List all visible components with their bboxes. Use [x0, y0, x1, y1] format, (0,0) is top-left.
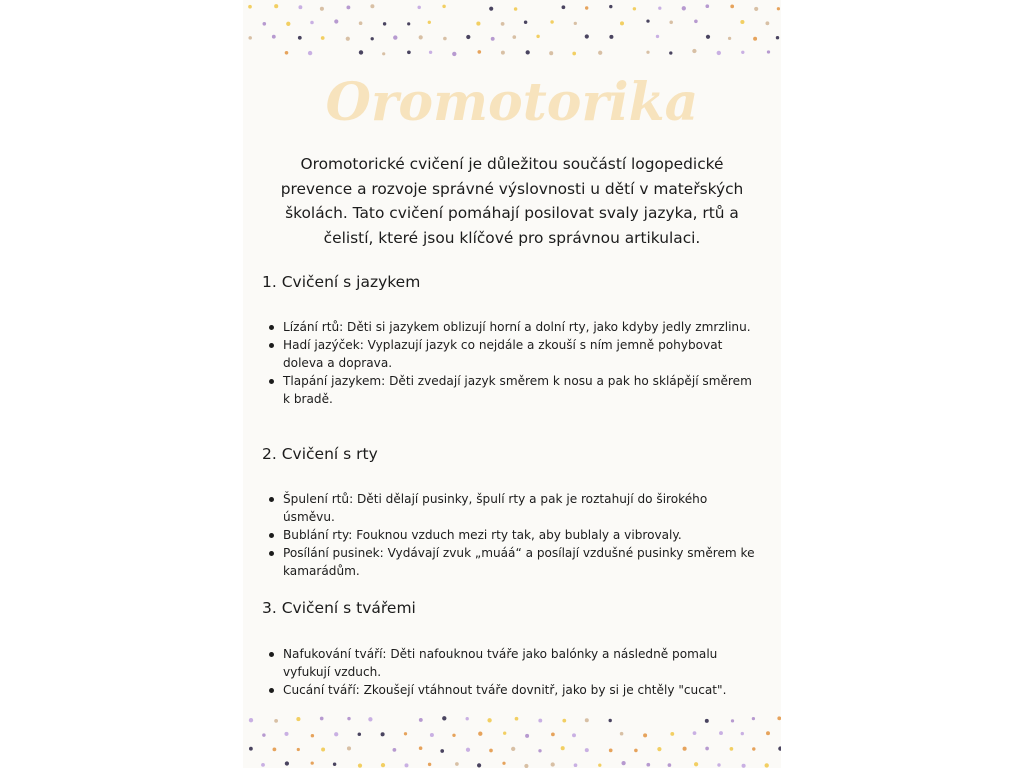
confetti-dot	[443, 37, 447, 41]
confetti-dot	[609, 5, 612, 8]
confetti-dot	[514, 7, 518, 11]
confetti-dot	[609, 35, 613, 39]
list-item: Posílání pusinek: Vydávají zvuk „muáá“ a posílají vzdušné pusinky směrem ke kamarádům.	[243, 544, 781, 580]
confetti-dot	[248, 5, 252, 9]
list-item: Tlapání jazykem: Děti zvedají jazyk směrem k nosu a pak ho sklápějí směrem k bradě.	[243, 372, 781, 408]
list-item: Lízání rtů: Děti si jazykem oblizují horní a dolní rty, jako kdyby jedly zmrzlinu.	[243, 318, 781, 336]
confetti-dot	[633, 7, 636, 10]
bullet-icon	[269, 688, 274, 693]
confetti-dot	[585, 6, 588, 9]
bullet-icon	[269, 652, 274, 657]
confetti-dot	[682, 6, 686, 10]
bullet-icon	[269, 551, 274, 556]
confetti-dot	[428, 763, 431, 766]
confetti-dot	[477, 50, 481, 54]
confetti-dot	[285, 51, 289, 55]
confetti-dot	[476, 22, 480, 26]
confetti-dot	[777, 7, 780, 10]
confetti-dot	[621, 761, 625, 765]
confetti-dot	[370, 4, 374, 8]
confetti-dot	[347, 717, 350, 720]
confetti-dot	[284, 732, 288, 736]
confetti-dot	[646, 19, 649, 22]
confetti-dot	[646, 763, 650, 767]
confetti-dot	[694, 762, 698, 766]
confetti-dot	[503, 732, 506, 735]
confetti-dot	[358, 733, 362, 737]
confetti-dot	[347, 746, 351, 750]
confetti-dot	[572, 52, 576, 56]
confetti-dot	[572, 733, 576, 737]
confetti-dot	[765, 21, 769, 25]
confetti-dot	[551, 762, 555, 766]
confetti-dot	[766, 731, 770, 735]
confetti-dot	[643, 733, 647, 737]
confetti-dot	[417, 6, 420, 9]
confetti-dot	[574, 22, 577, 25]
document-page	[243, 0, 781, 768]
confetti-dot	[754, 7, 758, 11]
confetti-dot	[249, 747, 253, 751]
confetti-dot	[346, 5, 350, 9]
confetti-dot	[310, 21, 314, 25]
confetti-dot	[574, 763, 578, 767]
confetti-dot	[297, 748, 300, 751]
list-item: Hadí jazýček: Vyplazují jazyk co nejdále a zkouší s ním jemně pohybovat doleva a doprava.	[243, 336, 781, 372]
confetti-dot	[706, 35, 710, 39]
list-item: Bublání rty: Fouknou vzduch mezi rty tak, aby bublaly a vibrovaly.	[243, 526, 781, 544]
confetti-dot	[466, 748, 470, 752]
confetti-dot	[419, 746, 423, 750]
bullet-list-tongue	[243, 318, 781, 408]
confetti-dot	[694, 20, 698, 24]
confetti-dot	[562, 5, 566, 9]
confetti-dot	[440, 749, 444, 753]
confetti-dot	[452, 52, 456, 56]
confetti-dot	[730, 5, 734, 9]
confetti-dot	[296, 717, 300, 721]
confetti-dot	[730, 747, 734, 751]
confetti-dot	[742, 764, 746, 768]
list-item: Cucání tváří: Zkoušejí vtáhnout tváře dovnitř, jako by si je chtěly "cucat".	[243, 681, 781, 699]
confetti-dot	[683, 747, 687, 751]
confetti-dot	[477, 763, 481, 767]
confetti-dot	[538, 719, 542, 723]
confetti-dot	[478, 732, 482, 736]
confetti-dot	[405, 763, 409, 767]
confetti-dot	[407, 50, 411, 54]
confetti-dots-bottom	[243, 708, 781, 768]
confetti-dot	[502, 762, 505, 765]
bullet-icon	[269, 325, 274, 330]
confetti-dot	[515, 717, 519, 721]
confetti-dot	[549, 51, 553, 55]
confetti-dot	[511, 747, 515, 751]
confetti-dot	[442, 5, 445, 8]
confetti-dot	[274, 719, 278, 723]
confetti-dot	[670, 732, 674, 736]
confetti-dot	[346, 37, 350, 41]
confetti-dot	[430, 733, 434, 737]
confetti-dot	[731, 719, 734, 722]
confetti-dot	[526, 50, 530, 54]
confetti-dot	[767, 50, 770, 53]
confetti-dot	[777, 716, 781, 720]
confetti-dot	[501, 22, 505, 26]
confetti-dot	[717, 51, 721, 55]
confetti-dot	[561, 746, 565, 750]
confetti-dot	[776, 36, 779, 39]
confetti-dot	[525, 734, 529, 738]
confetti-dot	[524, 764, 528, 768]
confetti-dot	[311, 734, 314, 737]
confetti-dots-top	[243, 0, 781, 64]
bullet-list-lips	[243, 490, 781, 580]
confetti-dot	[286, 22, 290, 26]
confetti-dot	[705, 747, 709, 751]
confetti-dot	[249, 718, 253, 722]
confetti-dot	[263, 22, 267, 26]
confetti-dot	[634, 749, 638, 753]
confetti-dot	[404, 732, 407, 735]
confetti-dot	[598, 51, 602, 55]
confetti-dot	[609, 719, 612, 722]
confetti-dot	[382, 52, 385, 55]
confetti-dot	[692, 49, 696, 53]
confetti-dot	[320, 7, 324, 11]
list-item: Špulení rtů: Děti dělají pusinky, špulí rty a pak je roztahují do širokého úsměvu.	[243, 490, 781, 526]
confetti-dot	[562, 719, 566, 723]
confetti-dot	[585, 34, 589, 38]
confetti-dot	[487, 718, 491, 722]
confetti-dot	[442, 716, 446, 720]
confetti-dot	[359, 21, 363, 25]
confetti-dot	[273, 748, 277, 752]
confetti-dot	[261, 763, 265, 767]
confetti-dot	[274, 4, 278, 8]
confetti-dot	[741, 732, 744, 735]
confetti-dot	[393, 35, 397, 39]
confetti-dot	[538, 749, 541, 752]
intro-paragraph: Oromotorické cvičení je důležitou součástí logopedické prevence a rozvoje správné výslovnosti u dětí v mateřských školách. Tato cvičení pomáhají posilovat svaly jazyka, rtů a čelistí, které jsou klíčové pro správnou artikulaci.	[280, 155, 744, 247]
confetti-dot	[321, 36, 325, 40]
confetti-dot	[298, 5, 302, 9]
confetti-dot	[368, 717, 372, 721]
confetti-dot	[489, 749, 493, 753]
confetti-dot	[752, 747, 755, 750]
confetti-dot	[669, 21, 673, 25]
confetti-dot	[656, 35, 659, 38]
confetti-dot	[285, 761, 289, 765]
bullet-icon	[269, 343, 274, 348]
confetti-dot	[705, 719, 709, 723]
confetti-dot	[524, 21, 527, 24]
confetti-dot	[452, 734, 455, 737]
confetti-dot	[359, 50, 363, 54]
confetti-dot	[455, 762, 459, 766]
confetti-dot	[598, 764, 601, 767]
confetti-dot	[550, 20, 553, 23]
confetti-dot	[646, 51, 649, 54]
confetti-dot	[585, 748, 589, 752]
confetti-dot	[334, 732, 338, 736]
confetti-dot	[298, 36, 302, 40]
confetti-dot	[489, 7, 493, 11]
confetti-dot	[491, 37, 495, 41]
confetti-dot	[501, 51, 505, 55]
confetti-dot	[407, 22, 410, 25]
confetti-dot	[585, 718, 589, 722]
confetti-dot	[466, 35, 470, 39]
confetti-dot	[753, 37, 757, 41]
confetti-dot	[383, 22, 386, 25]
section-heading-tongue: 1. Cvičení s jazykem	[262, 273, 421, 291]
confetti-dot	[358, 764, 362, 768]
confetti-dot	[334, 19, 338, 23]
confetti-dot	[248, 36, 252, 40]
confetti-dot	[419, 35, 423, 39]
confetti-dot	[536, 35, 539, 38]
confetti-dot	[693, 731, 697, 735]
confetti-dot	[657, 747, 661, 751]
confetti-dot	[740, 20, 744, 24]
section-heading-lips: 2. Cvičení s rty	[262, 445, 378, 463]
confetti-dot	[752, 717, 755, 720]
confetti-dot	[620, 732, 624, 736]
confetti-dot	[551, 733, 555, 737]
confetti-dot	[765, 763, 769, 767]
confetti-dot	[717, 763, 720, 766]
confetti-dot	[658, 7, 661, 10]
bullet-list-cheeks	[243, 645, 781, 699]
list-item: Nafukování tváří: Děti nafouknou tváře jako balónky a následně pomalu vyfukují vzduch.	[243, 645, 781, 681]
confetti-dot	[262, 733, 265, 736]
confetti-dot	[429, 51, 432, 54]
bullet-icon	[269, 379, 274, 384]
confetti-dot	[778, 746, 781, 750]
confetti-dot	[272, 35, 276, 39]
confetti-dot	[428, 21, 431, 24]
confetti-dot	[669, 51, 672, 54]
confetti-dot	[728, 37, 731, 40]
confetti-dot	[620, 21, 624, 25]
bullet-icon	[269, 533, 274, 538]
confetti-dot	[705, 4, 709, 8]
confetti-dot	[393, 748, 397, 752]
page-title: Oromotorika	[325, 72, 699, 133]
confetti-dot	[741, 51, 744, 54]
confetti-dot	[371, 37, 374, 40]
confetti-dot	[381, 763, 385, 767]
confetti-dot	[381, 732, 385, 736]
confetti-dot	[466, 717, 469, 720]
confetti-dot	[320, 717, 324, 721]
confetti-dot	[719, 731, 723, 735]
confetti-dot	[419, 718, 423, 722]
confetti-dot	[311, 761, 314, 764]
confetti-dot	[321, 748, 325, 752]
section-heading-cheeks: 3. Cvičení s tvářemi	[262, 599, 416, 617]
bullet-icon	[269, 497, 274, 502]
confetti-dot	[512, 35, 516, 39]
confetti-dot	[609, 749, 613, 753]
confetti-dot	[668, 763, 672, 767]
confetti-dot	[333, 763, 336, 766]
confetti-dot	[308, 51, 312, 55]
